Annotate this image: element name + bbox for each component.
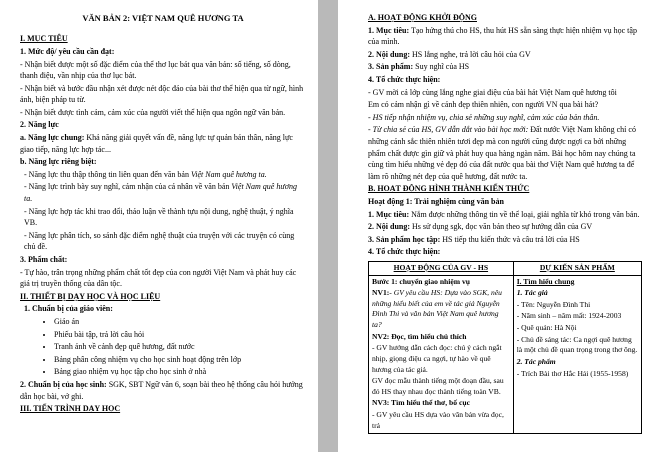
list-item: • Giáo án bbox=[54, 316, 306, 328]
table-cell bbox=[513, 275, 641, 434]
text: - GV yêu cầu HS: Dựa vào SGK, nêu những hiểu biết của em về tác giả Nguyễn Đình Thi và văn bản Việt Nam quê hương ta? bbox=[372, 288, 502, 329]
label: 2. Nội dung: bbox=[368, 49, 411, 59]
subheading-competence: 2. Năng lực bbox=[20, 120, 59, 130]
teacher-prep-list bbox=[20, 316, 306, 378]
subheading-organization: 4. Tổ chức thực hiện: bbox=[368, 247, 441, 257]
paragraph: - Năng lực hợp tác khi trao đổi, thảo luận về thành tựu nội dung, nghệ thuật, ý nghĩa VB. bbox=[24, 206, 294, 228]
cell-text: 2. Tác phẩm bbox=[516, 356, 556, 366]
text: Nắm được những thông tin về thể loại, giải nghĩa từ khó trong văn bản. bbox=[409, 209, 640, 219]
cell-text: - GV yêu cầu HS dựa vào văn bản vừa đọc, trả bbox=[372, 410, 504, 430]
activity-table bbox=[368, 261, 642, 434]
table-row bbox=[369, 275, 642, 434]
cell-text: - GV hướng dẫn cách đọc: chú ý cách ngắt nhịp, giọng điệu ca ngợi, tự hào về quê hương của tác giả. bbox=[372, 343, 502, 374]
paragraph bbox=[368, 221, 642, 233]
table-header: HOẠT ĐỘNG CỦA GV - HS bbox=[369, 261, 514, 275]
cell-text: GV đọc mẫu thành tiếng một đoạn đầu, sau đó HS thay nhau đọc thành tiếng toàn VB. bbox=[372, 376, 504, 396]
cell-text: - Trích Bài thơ Hắc Hải (1955-1958) bbox=[516, 368, 629, 378]
cell-text: - Năm sinh – năm mất: 1924-2003 bbox=[516, 311, 622, 321]
label: 2. Nội dung: bbox=[368, 222, 411, 232]
section-heading-knowledge: B. HOẠT ĐỘNG HÌNH THÀNH KIẾN THỨC bbox=[368, 184, 530, 194]
paragraph bbox=[368, 124, 642, 182]
section-heading-objectives: I. MỤC TIÊU bbox=[20, 34, 68, 44]
paragraph: - GV mời cả lớp cùng lắng nghe giai điệu của bài hát Việt Nam quê hương tôi bbox=[368, 87, 617, 97]
cell-text: - Quê quán: Hà Nội bbox=[516, 323, 577, 332]
table-cell bbox=[369, 275, 514, 434]
paragraph: - Nhận biết và bước đầu nhận xét được nét độc đáo của bài thơ thể hiện qua từ ngữ, hình ảnh, biện pháp tu từ. bbox=[20, 83, 304, 105]
document-page-1 bbox=[0, 0, 318, 452]
cell-text: I. Tìm hiểu chung bbox=[516, 276, 575, 286]
label: 1. Mục tiêu: bbox=[368, 209, 410, 219]
label: 1. Mục tiêu: bbox=[368, 25, 410, 35]
paragraph: Em có cảm nhận gì về cảnh đẹp thiên nhiên, con người VN qua bài hát? bbox=[368, 100, 599, 110]
cell-text: NV2: Đọc, tìm hiểu chú thích bbox=[372, 331, 467, 341]
paragraph bbox=[368, 25, 642, 48]
subheading-specific-competence: b. Năng lực riêng biệt: bbox=[20, 157, 97, 167]
cell-text: - Tên: Nguyễn Đình Thi bbox=[516, 299, 591, 309]
text: Suy nghĩ của HS bbox=[413, 62, 470, 72]
activity-heading: Hoạt động 1: Trải nghiệm cùng văn bản bbox=[368, 196, 504, 206]
table-header-row bbox=[369, 261, 642, 275]
text: Tạo hứng thú cho HS, thu hút HS sẵn sàng thực hiện nhiệm vụ học tập của mình. bbox=[368, 25, 637, 47]
label: NV1: bbox=[372, 288, 390, 298]
text: - Năng lực trình bày suy nghĩ, cảm nhận của cá nhân về văn bản bbox=[24, 182, 232, 192]
text: SGK, SBT Ngữ văn 6, soạn bài theo hệ thống câu hỏi hướng dẫn học bài, vở ghi. bbox=[20, 379, 303, 401]
text: Đất nước Việt Nam không chỉ có những cảnh sắc thiên nhiên tươi đẹp mà con người cũng được ngợi ca bởi những phẩm chất được gìn giữ và phát huy qua hàng ngàn năm. Bài học hôm nay chúng ta cùng tìm hiểu những vẻ đẹp đó của đất nước qua bài thơ Việt Nam quê hương ta để làm rõ những nét đẹp của quê hương, đất nước ta. bbox=[368, 125, 636, 181]
paragraph bbox=[20, 169, 306, 181]
document-page-2 bbox=[338, 0, 650, 452]
subheading-qualities: 3. Phẩm chất: bbox=[20, 255, 68, 264]
paragraph bbox=[20, 132, 306, 155]
paragraph: - Nhận biết được tình cảm, cảm xúc của người viết thể hiện qua ngôn ngữ văn bản. bbox=[20, 107, 286, 117]
list-item: • Phiếu bài tập, trả lời câu hỏi bbox=[54, 329, 306, 341]
subheading-requirements: 1. Mức độ/ yêu cầu cần đạt: bbox=[20, 46, 115, 56]
text: - Năng lực thu thập thông tin liên quan đến văn bản bbox=[24, 169, 191, 179]
paragraph bbox=[20, 379, 306, 402]
label: 3. Sản phẩm: bbox=[368, 62, 414, 72]
list-item: • Tranh ảnh về cảnh đẹp quê hương, đất nước bbox=[54, 341, 306, 353]
section-heading-warmup: A. HOẠT ĐỘNG KHỞI ĐỘNG bbox=[368, 13, 477, 22]
paragraph: - Nhận biết được một số đặc điểm của thể thơ lục bát qua văn bản: số tiếng, số dòng, thanh điệu, vần nhịp của thơ lục bát. bbox=[20, 59, 291, 81]
paragraph bbox=[368, 234, 642, 246]
subheading-teacher-prep: 1. Chuẩn bị của giáo viên: bbox=[24, 304, 113, 314]
text: Việt Nam quê hương ta. bbox=[24, 182, 297, 204]
paragraph bbox=[368, 49, 642, 61]
cell-text: NV3: Tìm hiểu thể thơ, bố cục bbox=[372, 398, 470, 408]
section-heading-procedure: III. TIẾN TRÌNH DẠY HỌC bbox=[20, 404, 121, 414]
subheading-organization: 4. Tổ chức thực hiện: bbox=[368, 74, 441, 84]
cell-text: - Chủ đề sáng tác: Ca ngợi quê hương là một chủ đề quan trọng trong thơ ông. bbox=[516, 334, 638, 355]
label: 3. Sản phẩm học tập: bbox=[368, 234, 441, 244]
list-item: • Bảng giao nhiệm vụ học tập cho học sinh ở nhà bbox=[54, 366, 306, 378]
document-title: VĂN BẢN 2: VIỆT NAM QUÊ HƯƠNG TA bbox=[82, 13, 244, 23]
text: - Từ chia sẻ của HS, GV dẫn dắt vào bài học mới: bbox=[368, 125, 529, 135]
text: HS tiếp thu kiến thức và câu trả lời của HS bbox=[440, 234, 580, 244]
cell-text: Bước 1: chuyển giao nhiệm vụ bbox=[372, 276, 470, 286]
list-item: • Bảng phân công nhiệm vụ cho học sinh hoạt động trên lớp bbox=[54, 354, 306, 366]
text: Khả năng giải quyết vấn đề, năng lực tự quản bản thân, năng lực giao tiếp, năng lực hợp tác... bbox=[20, 133, 293, 154]
paragraph bbox=[368, 61, 642, 73]
cell-text bbox=[372, 288, 510, 331]
cell-text: 1. Tác giả bbox=[516, 288, 548, 298]
table-header: DỰ KIẾN SẢN PHẨM bbox=[513, 261, 641, 275]
section-heading-equipment: II. THIẾT BỊ DẠY HỌC VÀ HỌC LIỆU bbox=[20, 291, 161, 301]
text: Hs sử dụng sgk, đọc văn bản theo sự hướng dẫn của GV bbox=[410, 222, 593, 232]
label: a. Năng lực chung: bbox=[20, 133, 85, 143]
paragraph: - Tự hào, trân trọng những phẩm chất tốt đẹp của con người Việt Nam và phát huy các giá trị truyền thống của dân tộc. bbox=[20, 267, 297, 289]
paragraph bbox=[368, 209, 642, 221]
paragraph: - Năng lực phân tích, so sánh đặc điểm nghệ thuật của truyện với các truyện có cùng chủ đề. bbox=[24, 230, 295, 252]
text: HS lắng nghe, trả lời câu hỏi của GV bbox=[410, 49, 531, 59]
text: Việt Nam quê hương ta. bbox=[190, 169, 267, 179]
paragraph: - HS tiếp nhận nhiệm vụ, chia sẻ những suy nghĩ, cảm xúc của bản thân. bbox=[368, 112, 600, 122]
label: 2. Chuẩn bị của học sinh: bbox=[20, 379, 107, 389]
paragraph bbox=[20, 181, 306, 204]
